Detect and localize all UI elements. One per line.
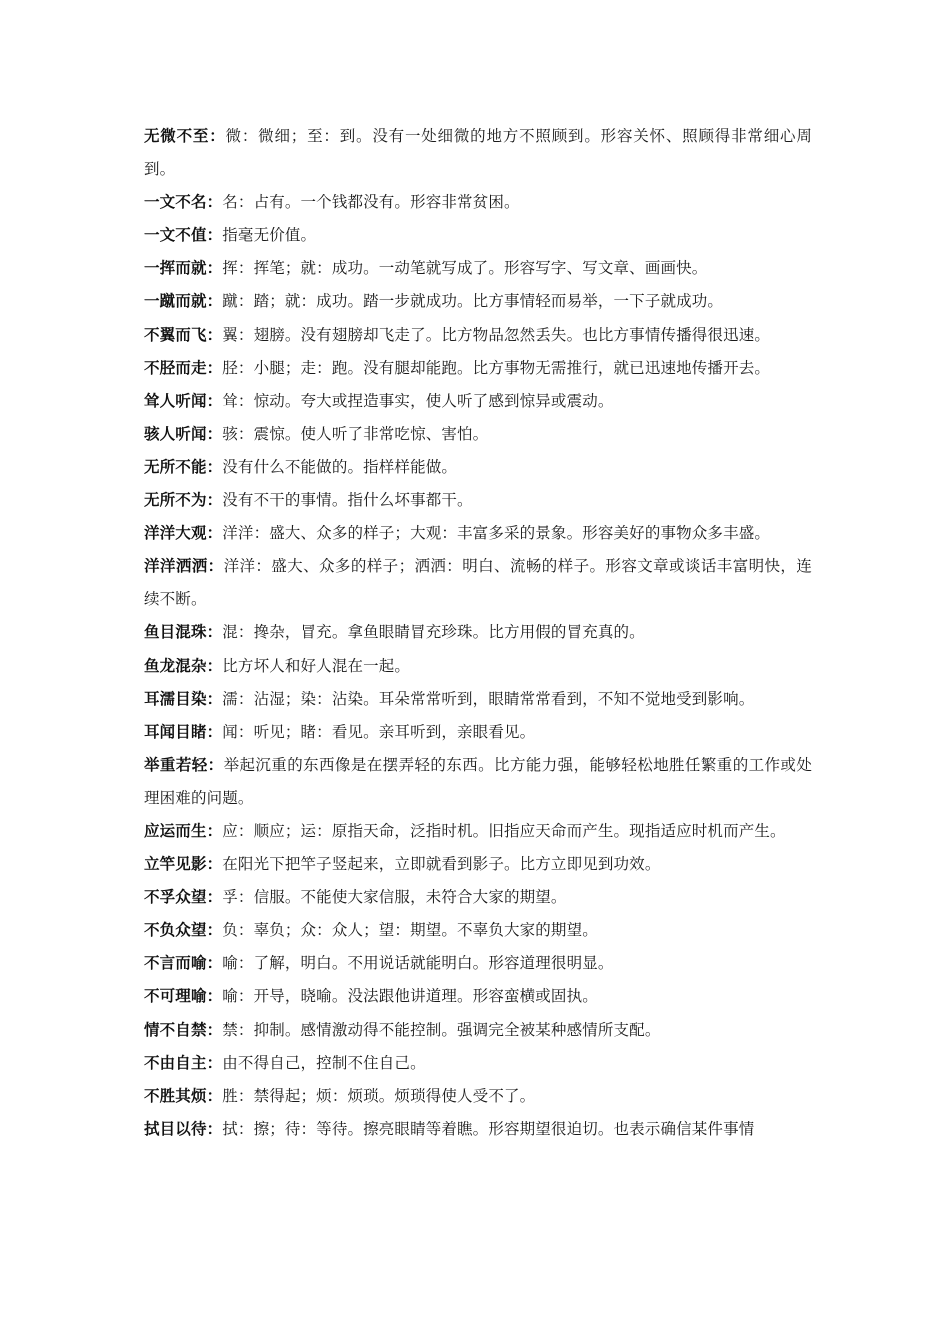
idiom-entry	[144, 716, 812, 749]
idiom-entry	[144, 484, 812, 517]
idiom-definition: 耸：惊动。夸大或捏造事实，使人听了感到惊异或震动。	[222, 391, 614, 410]
idiom-entry	[144, 219, 812, 252]
idiom-term: 耸人听闻：	[144, 391, 223, 410]
idiom-entry	[144, 186, 812, 219]
idiom-term: 拭目以待：	[144, 1119, 223, 1138]
idiom-term: 鱼目混珠：	[144, 623, 223, 642]
idiom-term: 不负众望：	[144, 921, 223, 940]
idiom-entry	[144, 650, 812, 683]
idiom-entry	[144, 881, 812, 914]
idiom-definition: 闻：听见；睹：看见。亲耳听到，亲眼看见。	[222, 722, 536, 741]
idiom-term: 一文不值：	[144, 226, 223, 245]
idiom-definition: 孚：信服。不能使大家信服，未符合大家的期望。	[222, 888, 567, 907]
idiom-entry	[144, 815, 812, 848]
idiom-definition: 胫：小腿；走：跑。没有腿却能跑。比方事物无需推行，就已迅速地传播开去。	[222, 358, 771, 377]
idiom-term: 不翼而飞：	[144, 325, 223, 344]
idiom-term: 不孚众望：	[144, 888, 223, 907]
idiom-entry	[144, 947, 812, 980]
idiom-entry	[144, 980, 812, 1013]
idiom-definition: 混：搀杂，冒充。拿鱼眼睛冒充珍珠。比方用假的冒充真的。	[222, 623, 645, 642]
idiom-term: 无所不能：	[144, 457, 223, 476]
idiom-entry	[144, 914, 812, 947]
idiom-term: 耳濡目染：	[144, 689, 223, 708]
idiom-entry	[144, 550, 812, 616]
idiom-term: 情不自禁：	[144, 1020, 223, 1039]
idiom-entry	[144, 451, 812, 484]
idiom-definition: 喻：开导，晓喻。没法跟他讲道理。形容蛮横或固执。	[222, 987, 598, 1006]
idiom-entry	[144, 1047, 812, 1080]
idiom-term: 无所不为：	[144, 491, 223, 510]
idiom-definition: 没有什么不能做的。指样样能做。	[222, 457, 458, 476]
idiom-entry	[144, 352, 812, 385]
idiom-list	[144, 120, 812, 1146]
idiom-term: 不胫而走：	[144, 358, 223, 377]
idiom-term: 洋洋大观：	[144, 524, 223, 543]
idiom-entry	[144, 252, 812, 285]
idiom-entry	[144, 319, 812, 352]
idiom-term: 应运而生：	[144, 821, 223, 840]
idiom-entry	[144, 683, 812, 716]
idiom-term: 不可理喻：	[144, 987, 223, 1006]
idiom-term: 无微不至：	[144, 127, 226, 145]
idiom-definition: 应：顺应；运：原指天命，泛指时机。旧指应天命而产生。现指适应时机而产生。	[222, 821, 786, 840]
idiom-term: 一文不名：	[144, 193, 223, 212]
idiom-definition: 禁：抑制。感情激动得不能控制。强调完全被某种感情所支配。	[222, 1020, 661, 1039]
idiom-term: 鱼龙混杂：	[144, 656, 223, 675]
idiom-definition: 喻：了解，明白。不用说话就能明白。形容道理很明显。	[222, 954, 614, 973]
idiom-definition: 比方坏人和好人混在一起。	[222, 656, 411, 675]
idiom-entry	[144, 1014, 812, 1047]
idiom-term: 洋洋洒洒：	[144, 557, 224, 576]
idiom-definition: 骇：震惊。使人听了非常吃惊、害怕。	[222, 424, 489, 443]
idiom-definition: 拭：擦；待：等待。擦亮眼睛等着瞧。形容期望很迫切。也表示确信某件事情	[222, 1119, 755, 1138]
idiom-definition: 举起沉重的东西像是在摆弄轻的东西。比方能力强，能够轻松地胜任繁重的工作或处理困难的问题。	[144, 755, 812, 807]
idiom-definition: 蹴：踏；就：成功。踏一步就成功。比方事情轻而易举，一下子就成功。	[222, 292, 724, 311]
idiom-definition: 胜：禁得起；烦：烦琐。烦琐得使人受不了。	[222, 1086, 536, 1105]
idiom-term: 举重若轻：	[144, 755, 224, 774]
idiom-term: 一挥而就：	[144, 259, 223, 278]
idiom-entry	[144, 1113, 812, 1146]
idiom-definition: 翼：翅膀。没有翅膀却飞走了。比方物品忽然丢失。也比方事情传播得很迅速。	[222, 325, 771, 344]
idiom-definition: 挥：挥笔；就：成功。一动笔就写成了。形容写字、写文章、画画快。	[222, 259, 708, 278]
idiom-term: 不由自主：	[144, 1053, 223, 1072]
idiom-entry	[144, 616, 812, 649]
idiom-entry	[144, 385, 812, 418]
idiom-definition: 濡：沾湿；染：沾染。耳朵常常听到，眼睛常常看到，不知不觉地受到影响。	[222, 689, 755, 708]
idiom-definition: 指毫无价值。	[222, 226, 317, 245]
idiom-term: 不言而喻：	[144, 954, 223, 973]
idiom-definition: 没有不干的事情。指什么坏事都干。	[222, 491, 473, 510]
idiom-entry	[144, 749, 812, 815]
idiom-term: 耳闻目睹：	[144, 722, 223, 741]
idiom-term: 立竿见影：	[144, 855, 223, 874]
idiom-definition: 名：占有。一个钱都没有。形容非常贫困。	[222, 193, 520, 212]
idiom-entry	[144, 848, 812, 881]
idiom-definition: 由不得自己，控制不住自己。	[222, 1053, 426, 1072]
idiom-definition: 在阳光下把竿子竖起来，立即就看到影子。比方立即见到功效。	[222, 855, 661, 874]
idiom-entry	[144, 120, 812, 186]
idiom-entry	[144, 1080, 812, 1113]
idiom-definition: 洋洋：盛大、众多的样子；洒洒：明白、流畅的样子。形容文章或谈话丰富明快，连续不断。	[144, 557, 812, 609]
idiom-entry	[144, 285, 812, 318]
idiom-definition: 洋洋：盛大、众多的样子；大观：丰富多采的景象。形容美好的事物众多丰盛。	[222, 524, 771, 543]
idiom-definition: 微：微细；至：到。没有一处细微的地方不照顾到。形容关怀、照顾得非常细心周到。	[144, 127, 812, 179]
idiom-term: 一蹴而就：	[144, 292, 223, 311]
idiom-definition: 负：辜负；众：众人；望：期望。不辜负大家的期望。	[222, 921, 598, 940]
idiom-entry	[144, 418, 812, 451]
idiom-term: 不胜其烦：	[144, 1086, 223, 1105]
idiom-term: 骇人听闻：	[144, 424, 223, 443]
idiom-entry	[144, 517, 812, 550]
